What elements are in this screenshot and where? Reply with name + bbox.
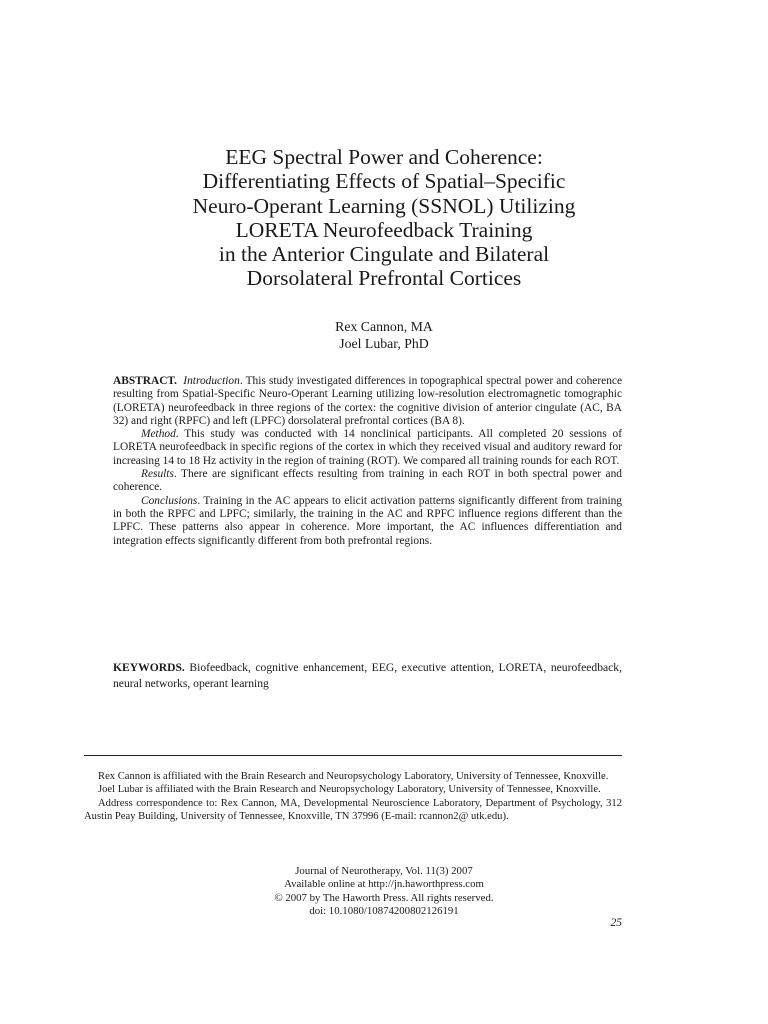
journal-citation: Journal of Neurotherapy, Vol. 11(3) 2007 — [295, 865, 473, 877]
page-number: 25 — [610, 917, 622, 929]
author-name: Rex Cannon, MA — [335, 319, 433, 334]
abstract-conclusions — [113, 495, 622, 548]
author-name: Joel Lubar, PhD — [339, 336, 429, 351]
method-text: . This study was conducted with 14 nonclinical participants. All completed 20 sessions of LORETA neurofeedback in specific regions of the cortex in which they received visual and auditory reward for increasing 14 to 18 Hz activity in the region of training (ROT). We compared all training rounds for each ROT. — [113, 428, 622, 467]
footnote: Rex Cannon is affiliated with the Brain Research and Neuropsychology Laboratory, University of Tennessee, Knoxville. — [98, 771, 609, 782]
footnote-divider — [84, 755, 622, 756]
title-line: in the Anterior Cingulate and Bilateral — [218, 242, 550, 267]
author-list — [84, 318, 684, 352]
title-line: EEG Spectral Power and Coherence: — [225, 145, 543, 169]
title-line: LORETA Neurofeedback Training — [235, 217, 533, 242]
journal-url: Available online at http://jn.haworthpress.com — [284, 878, 484, 891]
title-line: Differentiating Effects of Spatial–Specific — [202, 169, 566, 194]
method-label: Method — [141, 428, 176, 441]
journal-doi: doi: 10.1080/10874200802126191 — [309, 904, 459, 917]
keywords-text: Biofeedback, cognitive enhancement, EEG, executive attention, LORETA, neurofeedback, neural networks, operant learning — [113, 661, 622, 691]
article-title — [84, 145, 684, 291]
conclusions-text: . Training in the AC appears to elicit activation patterns significantly different from training in both the RPFC and LPFC; similarly, the training in the AC and RPFC influence regions different than the LPFC. These patterns also appear in coherence. More important, the AC influences differentiation and integration effects significantly different from both prefrontal regions. — [113, 494, 622, 547]
results-text: . There are significant effects resulting from training in each ROT in both spectral power and coherence. — [113, 468, 622, 494]
conclusions-label: Conclusions — [141, 494, 198, 507]
results-label: Results — [141, 468, 174, 481]
abstract-introduction — [113, 375, 622, 428]
footnotes — [84, 770, 622, 823]
journal-info — [134, 865, 634, 918]
keywords-label: KEYWORDS. — [113, 661, 185, 674]
abstract-method — [113, 428, 622, 468]
footnote: Joel Lubar is affiliated with the Brain Research and Neuropsychology Laboratory, University of Tennessee, Knoxville. — [98, 784, 601, 796]
journal-copyright: © 2007 by The Haworth Press. All rights reserved. — [274, 891, 494, 904]
footnote: Address correspondence to: Rex Cannon, MA, Developmental Neuroscience Laboratory, Department of Psychology, 312 Austin Peay Building, University of Tennessee, Knoxville, TN 37996 (E-mail: rcannon2@ utk.edu). — [84, 797, 622, 822]
abstract-label: ABSTRACT. — [113, 375, 178, 387]
introduction-label: Introduction — [183, 375, 240, 387]
title-line: Dorsolateral Prefrontal Cortices — [246, 266, 522, 291]
abstract — [113, 375, 622, 548]
introduction-text: . This study investigated differences in topographical spectral power and coherence resulting from Spatial-Specific Neuro-Operant Learning utilizing low-resolution electromagnetic tomographic (LORETA) neurofeedback in three regions of the cortex: the cognitive division of anterior cingulate (AC, BA 32) and right (RPFC) and left (LPFC) dorsolateral prefrontal cortices (BA 8). — [113, 375, 622, 427]
title-line: Neuro-Operant Learning (SSNOL) Utilizing — [192, 193, 576, 218]
keywords — [113, 660, 622, 692]
abstract-results — [113, 468, 622, 495]
